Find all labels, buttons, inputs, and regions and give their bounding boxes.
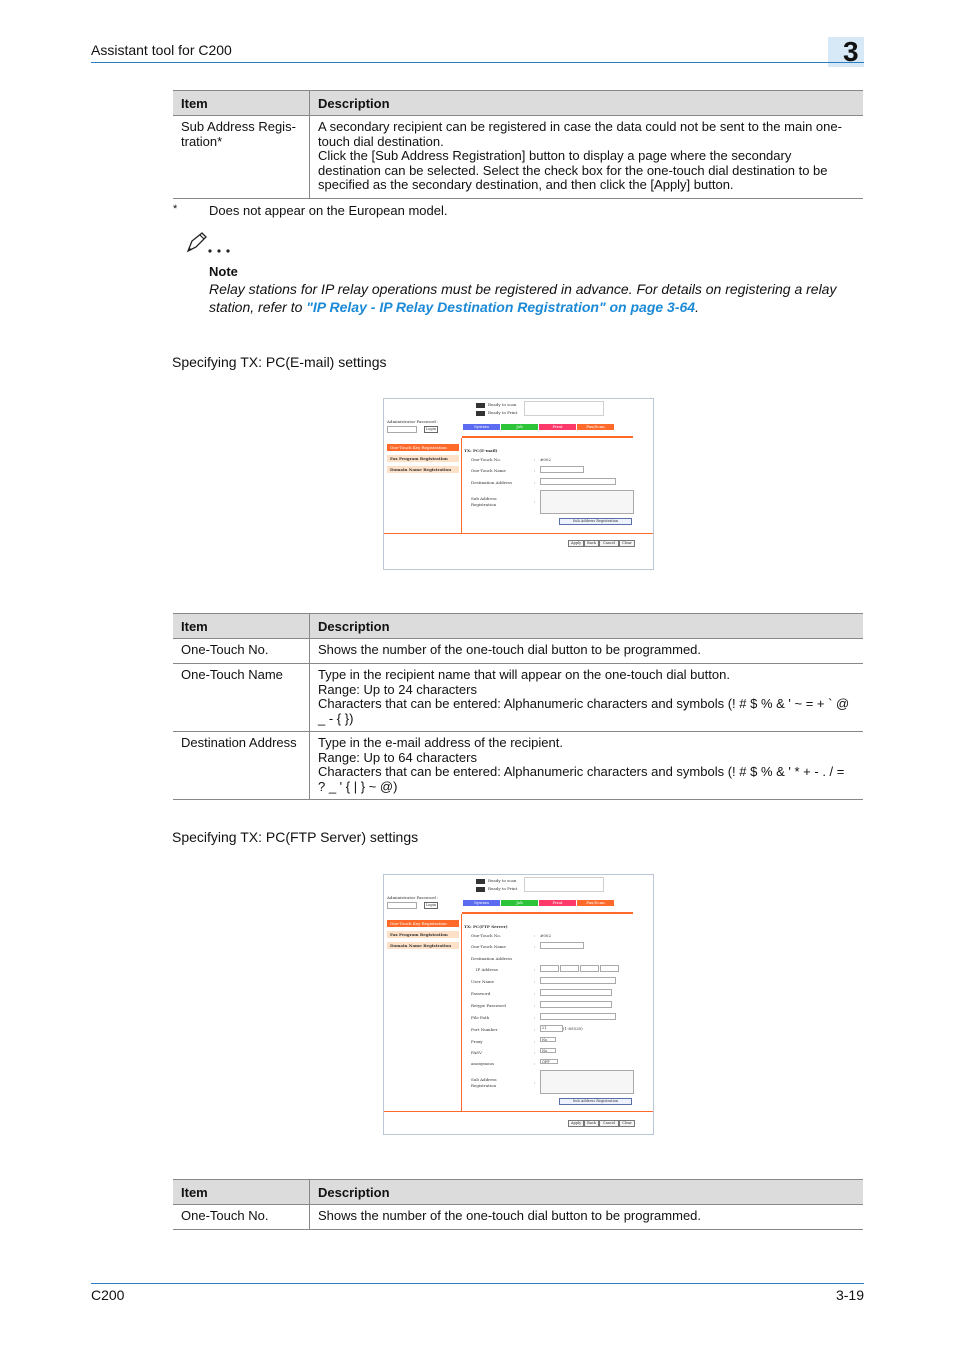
apply-button[interactable]: Apply [568, 540, 584, 547]
status-area [476, 401, 517, 417]
field-label: Port Number [471, 1027, 498, 1032]
item-text: Sub Address Regis- tration* [181, 119, 296, 149]
note-text [209, 280, 864, 316]
field-label: One-Touch Name [471, 944, 506, 949]
tab-system[interactable]: System [463, 900, 500, 906]
footer-model: C200 [91, 1287, 125, 1303]
tab-print[interactable]: Print [539, 900, 576, 906]
item-cell: Destination Address [173, 732, 310, 800]
description-line: Characters that can be entered: Alphanumeric characters and symbols (! # $ % & ' * + - . / = ? _ ' { | } ~ @) [318, 764, 845, 794]
table-sub-address [173, 90, 863, 199]
menu-one-touch-key[interactable]: One-Touch Key Registration [387, 920, 459, 927]
note-text-end: . [695, 299, 699, 315]
pencil-note-icon [186, 231, 234, 255]
note-label: Note [209, 264, 238, 279]
tab-print[interactable]: Print [539, 424, 576, 430]
field-label: Sub Address [471, 1077, 497, 1082]
sub-address-textarea[interactable] [540, 490, 634, 514]
menu-fax-program[interactable]: Fax Program Registration [387, 455, 459, 462]
one-touch-no-value: #002 [540, 457, 551, 462]
field-label: IP Address [476, 967, 498, 972]
header-rule [91, 62, 864, 63]
item-cell: One-Touch No. [173, 639, 310, 664]
field-label: One-Touch No. [471, 933, 501, 938]
status-print: Ready to Print [488, 886, 518, 891]
section-title-email: Specifying TX: PC(E-mail) settings [172, 354, 387, 370]
field-label: Retype Password [471, 1003, 506, 1008]
tab-system[interactable]: System [463, 424, 500, 430]
apply-button[interactable]: Apply [568, 1120, 584, 1127]
description-cell [310, 1205, 864, 1230]
one-touch-no-value: #002 [540, 933, 551, 938]
anonymous-select[interactable]: OFF [540, 1059, 558, 1064]
screenshot-email-settings: Ready to scan Ready to Print Administrator Password : Login System Job Print Fax/Scan One-Touch Key Registration Fax Program Registration Domain Name Registration TX: PC(E-mail) One-Touch No. : #002 One-Touch Name : Destination Address : Sub Address Registration : Sub Address Registration Apply Back Cancel Clear [383, 398, 654, 570]
ip-octet-2-input[interactable] [560, 965, 579, 972]
description-line: Characters that can be entered: Alphanumeric characters and symbols (! # $ % & ' ~ = + ` @ _ - { }) [318, 696, 850, 726]
destination-address-input[interactable] [540, 478, 616, 485]
clear-button[interactable]: Clear [619, 540, 635, 547]
ip-octet-1-input[interactable] [540, 965, 559, 972]
sub-address-textarea[interactable] [540, 1070, 634, 1094]
column-header-item: Item [173, 614, 310, 639]
field-label: File Path [471, 1015, 490, 1020]
admin-password-input[interactable] [387, 426, 417, 433]
tab-job[interactable]: Job [501, 900, 538, 906]
item-cell: One-Touch No. [173, 1205, 310, 1230]
pasv-select[interactable]: No [540, 1048, 556, 1053]
sidebar-divider [461, 438, 462, 533]
printer-icon [476, 887, 485, 892]
tab-fax-scan[interactable]: Fax/Scan [577, 424, 614, 430]
description-line: Type in the e-mail address of the recipient. [318, 735, 563, 750]
ip-octet-3-input[interactable] [580, 965, 599, 972]
login-button[interactable]: Login [425, 427, 437, 431]
status-scan: Ready to scan [488, 402, 517, 407]
column-header-item: Item [173, 91, 310, 116]
back-button[interactable]: Back [584, 1120, 599, 1127]
description-line: A secondary recipient can be registered in case the data could not be sent to the main one-touch dial destination. [318, 119, 842, 149]
file-path-input[interactable] [540, 1013, 616, 1020]
cancel-button[interactable]: Cancel [599, 1120, 619, 1127]
table-header-row [173, 1180, 863, 1205]
description-cell [310, 639, 864, 664]
clear-button[interactable]: Clear [619, 1120, 635, 1127]
status-area [476, 877, 517, 893]
screenshot-ftp-settings: Ready to scan Ready to Print Administrator Password : Login System Job Print Fax/Scan One-Touch Key Registration Fax Program Registration Domain Name Registration TX: PC(FTP Server) One-Touch No. : #002 One-Touch Name : Destination Address IP Address : User Name : Password : Retype Password : File Path : Port Number : 21 (1-65535) Proxy : No PASV : No anonymous : OFF Sub Address Registration : Sub Address Registration Apply Back Cancel Clear [383, 874, 654, 1135]
description-line: Range: Up to 24 characters [318, 681, 477, 697]
table-row [173, 116, 863, 199]
scanner-icon [476, 403, 485, 408]
field-label: Registration [471, 1083, 497, 1088]
footer-rule [91, 1283, 864, 1284]
footnote-text: Does not appear on the European model. [209, 203, 448, 218]
form-title: TX: PC(E-mail) [464, 448, 498, 453]
chapter-number: 3 [843, 36, 859, 67]
form-title: TX: PC(FTP Server) [464, 924, 508, 929]
back-button[interactable]: Back [584, 540, 599, 547]
printer-icon [476, 411, 485, 416]
table-row [173, 639, 863, 664]
description-line: Shows the number of the one-touch dial button to be programmed. [318, 642, 702, 657]
description-line: Type in the recipient name that will appear on the one-touch dial button. [318, 667, 730, 682]
field-label: Destination Address [471, 956, 513, 961]
form-footer-rule [384, 1111, 653, 1112]
table-ftp-fields [173, 1179, 863, 1230]
description-line: Shows the number of the one-touch dial button to be programmed. [318, 1208, 702, 1223]
footer-page-number: 3-19 [835, 1287, 864, 1303]
tab-underline [462, 912, 633, 914]
field-label: Destination Address [471, 480, 513, 485]
table-header-row [173, 91, 863, 116]
table-row [173, 732, 863, 800]
menu-one-touch-key[interactable]: One-Touch Key Registration [387, 444, 459, 451]
menu-domain-name[interactable]: Domain Name Registration [387, 466, 459, 473]
item-cell [173, 116, 310, 199]
description-cell [310, 116, 864, 199]
ip-octet-4-input[interactable] [600, 965, 619, 972]
field-label: PASV [471, 1050, 482, 1055]
retype-password-input[interactable] [540, 1001, 612, 1008]
password-input[interactable] [540, 989, 612, 996]
tab-fax-scan[interactable]: Fax/Scan [577, 900, 614, 906]
admin-password-label: Administrator Password : [387, 419, 439, 424]
note-text-body: Relay stations for IP relay operations must be registered in advance. For details on registering a relay station, refer to [209, 281, 837, 315]
column-header-item: Item [173, 1180, 310, 1205]
sub-address-registration-button[interactable]: Sub Address Registration [559, 1098, 632, 1105]
field-label: One-Touch No. [471, 457, 501, 462]
sub-address-registration-button[interactable]: Sub Address Registration [559, 518, 632, 525]
user-name-input[interactable] [540, 977, 616, 984]
menu-domain-name[interactable]: Domain Name Registration [387, 942, 459, 949]
footnote-mark: * [173, 203, 178, 215]
column-header-description: Description [310, 614, 864, 639]
message-panel [524, 401, 604, 416]
description-cell [310, 664, 864, 732]
item-cell: One-Touch Name [173, 664, 310, 732]
field-label: Proxy [471, 1039, 483, 1044]
description-line: Click the [Sub Address Registration] button to display a page where the secondary destination can be selected. Select the check box for the one-touch dial destination to be specified as the secondary destination, and then click the [Apply] button. [318, 148, 828, 192]
status-scan: Ready to scan [488, 878, 517, 883]
table-row [173, 664, 863, 732]
table-header-row [173, 614, 863, 639]
one-touch-name-input[interactable] [540, 942, 584, 949]
cancel-button[interactable]: Cancel [599, 540, 619, 547]
port-number-input[interactable]: 21 [540, 1025, 563, 1032]
sidebar-divider [461, 914, 462, 1111]
field-label: Sub Address [471, 496, 497, 501]
note-cross-reference-link[interactable]: "IP Relay - IP Relay Destination Registration" on page 3-64 [306, 299, 696, 315]
section-title-ftp: Specifying TX: PC(FTP Server) settings [172, 829, 419, 845]
field-label: One-Touch Name [471, 468, 506, 473]
table-email-fields [173, 613, 863, 800]
one-touch-name-input[interactable] [540, 466, 584, 473]
field-label: User Name [471, 979, 495, 984]
login-button[interactable]: Login [425, 903, 437, 907]
status-print: Ready to Print [488, 410, 518, 415]
tab-job[interactable]: Job [501, 424, 538, 430]
column-header-description: Description [310, 1180, 864, 1205]
table-row [173, 1205, 863, 1230]
scanner-icon [476, 879, 485, 884]
menu-fax-program[interactable]: Fax Program Registration [387, 931, 459, 938]
admin-password-label: Administrator Password : [387, 895, 439, 900]
message-panel [524, 877, 604, 892]
tab-underline [462, 436, 633, 438]
description-line: Range: Up to 64 characters [318, 749, 477, 765]
port-range-hint: (1-65535) [563, 1026, 583, 1031]
column-header-description: Description [310, 91, 864, 116]
running-header-title: Assistant tool for C200 [91, 42, 232, 58]
admin-password-input[interactable] [387, 902, 417, 909]
form-footer-rule [384, 533, 653, 534]
field-label: Registration [471, 502, 497, 507]
field-label: anonymous [471, 1061, 495, 1066]
description-cell [310, 732, 864, 800]
proxy-select[interactable]: No [540, 1037, 556, 1042]
field-label: Password [471, 991, 491, 996]
